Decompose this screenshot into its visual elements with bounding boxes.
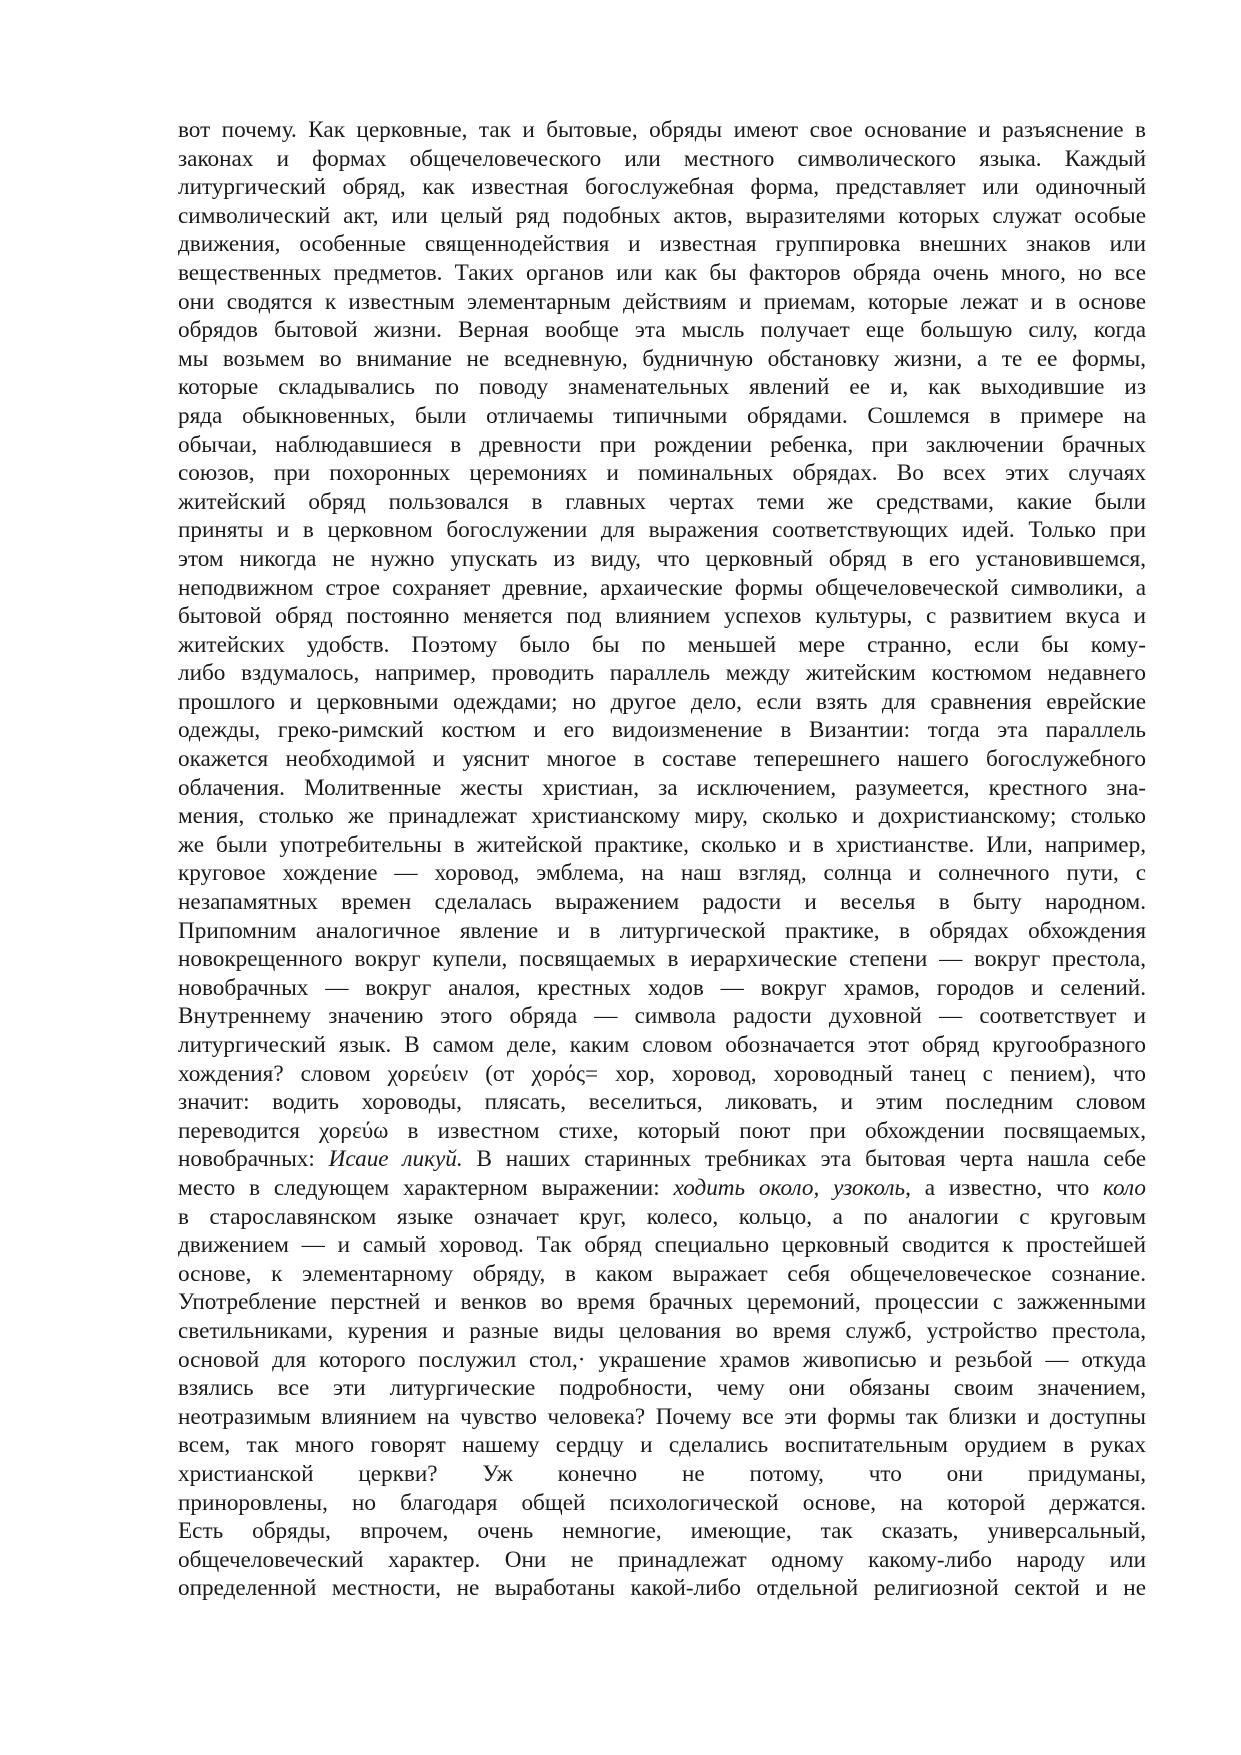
text-line: круговое хождение — хоровод, эмблема, на наш взгляд, солнца и солнечного пути, с (178, 860, 1146, 887)
text-line: новокрещенного вокруг купели, посвящаемых в иерархические степени — вокруг престола, (178, 946, 1146, 973)
text-line: в старославянском языке означает круг, колесо, кольцо, а по аналогии с круговым (178, 1203, 1146, 1230)
text-line: незапамятных времен сделалась выражением радости и веселья в быту народном. (178, 889, 1146, 916)
text-line: новобрачных — вокруг аналоя, крестных ходов — вокруг храмов, городов и селений. (178, 974, 1146, 1001)
text-line: переводится χορεύω в известном стихе, который поют при обхождении посвящаемых, (178, 1117, 1146, 1144)
text-line: Внутреннему значению этого обряда — символа радости духовной — соответствует и (178, 1003, 1146, 1030)
text-line: неотразимым влиянием на чувство человека? Почему все эти формы так близки и доступны (178, 1403, 1146, 1430)
text-run: место в следующем характерном выражении: (178, 1174, 674, 1201)
text-line: прошлого и церковными одеждами; но другое дело, если взять для сравнения еврейские (178, 688, 1146, 715)
text-block-bottom (178, 1203, 1146, 1603)
text-line: житейский обряд пользовался в главных чертах теми же средствами, какие были (178, 488, 1146, 515)
text-line: взялись все эти литургические подробности, чему они обязаны своим значением, (178, 1375, 1146, 1402)
text-line: символический акт, или целый ряд подобных актов, выразителями которых служат особые (178, 202, 1146, 229)
text-run: новобрачных: (178, 1146, 329, 1173)
text-line: вещественных предметов. Таких органов или как бы факторов обряда очень много, но все (178, 259, 1146, 286)
text-line: светильниками, курения и разные виды целования во время служб, устройство престола, (178, 1317, 1146, 1344)
text-line-with-italic (178, 1174, 1146, 1203)
text-line: значит: водить хороводы, плясать, веселиться, ликовать, и этим последним словом (178, 1089, 1146, 1116)
text-line: одежды, греко-римский костюм и его видоизменение в Византии: тогда эта параллель (178, 717, 1146, 744)
text-line: вот почему. Как церковные, так и бытовые, обряды имеют свое основание и разъяснение в (178, 117, 1146, 143)
text-line: приноровлены, но благодаря общей психологической основе, на которой держатся. (178, 1489, 1146, 1516)
text-line: либо вздумалось, например, проводить параллель между житейским костюмом недавнего (178, 660, 1146, 687)
text-line: движения, особенные священнодействия и известная группировка внешних знаков или (178, 231, 1146, 258)
italic-word: коло (1103, 1174, 1146, 1201)
text-line: же были употребительны в житейской практике, сколько и в христианстве. Или, например, (178, 831, 1146, 858)
text-line: христианской церкви? Уж конечно не потому, что они придуманы, (178, 1460, 1146, 1487)
text-line: основой для которого послужил стол,· украшение храмов живописью и резьбой — откуда (178, 1346, 1146, 1373)
text-line: хождения? словом χορεύειν (от χορός= хор, хоровод, хороводный танец с пением), что (178, 1060, 1146, 1087)
text-line: обычаи, наблюдавшиеся в древности при рождении ребенка, при заключении брачных (178, 431, 1146, 458)
text-line: законах и формах общечеловеческого или местного символического языка. Каждый (178, 145, 1146, 172)
text-line: неподвижном строе сохраняет древние, архаические формы общечеловеческой символики, а (178, 574, 1146, 601)
text-line: всем, так много говорят нашему сердцу и сделались воспитательным орудием в руках (178, 1432, 1146, 1459)
italic-quote: Исаие ликуй. (328, 1146, 463, 1173)
document-page (178, 116, 1146, 1603)
text-line: житейских удобств. Поэтому было бы по меньшей мере странно, если бы кому- (178, 631, 1146, 658)
text-line: которые складывались по поводу знаменательных явлений ее и, как выходившие из (178, 374, 1146, 401)
text-block-top (178, 116, 1146, 1145)
text-line: литургический язык. В самом деле, каким словом обозначается этот обряд кругообразного (178, 1032, 1146, 1058)
text-line: основе, к элементарному обряду, в каком выражает себя общечеловеческое сознание. (178, 1260, 1146, 1287)
text-line-with-italic (178, 1145, 1146, 1174)
text-line: этом никогда не нужно упускать из виду, что церковный обряд в его установившемся, (178, 545, 1146, 572)
text-line: окажется необходимой и уяснит многое в составе теперешнего нашего богослужебного (178, 746, 1146, 773)
text-line: мения, столько же принадлежат христианскому миру, сколько и дохристианскому; столько (178, 803, 1146, 830)
text-line: общечеловеческий характер. Они не принадлежат одному какому-либо народу или (178, 1546, 1146, 1573)
text-line: ряда обыкновенных, были отличаемы типичными обрядами. Сошлемся в примере на (178, 402, 1146, 429)
text-line: союзов, при похоронных церемониях и поминальных обрядах. Во всех этих случаях (178, 460, 1146, 487)
text-line: бытовой обряд постоянно меняется под влиянием успехов культуры, с развитием вкуса и (178, 603, 1146, 630)
text-line: Употребление перстней и венков во время брачных церемоний, процессии с зажженными (178, 1289, 1146, 1316)
text-line: облачения. Молитвенные жесты христиан, за исключением, разумеется, крестного зна- (178, 774, 1146, 801)
text-line: приняты и в церковном богослужении для выражения соответствующих идей. Только при (178, 517, 1146, 544)
text-line: литургический обряд, как известная богослужебная форма, представляет или одиночный (178, 174, 1146, 201)
text-line: они сводятся к известным элементарным действиям и приемам, которые лежат и в основе (178, 288, 1146, 315)
text-run: В наших старинных требниках эта бытовая черта нашла себе (462, 1146, 1146, 1173)
text-line: обрядов бытовой жизни. Верная вообще эта мысль получает еще большую силу, когда (178, 317, 1146, 344)
text-line: Припомним аналогичное явление и в литургической практике, в обрядах обхождения (178, 917, 1146, 944)
text-line: движением — и самый хоровод. Так обряд специально церковный сводится к простейшей (178, 1232, 1146, 1259)
text-line: мы возьмем во внимание не вседневную, будничную обстановку жизни, а те ее формы, (178, 345, 1146, 372)
text-run: а известно, что (910, 1174, 1104, 1201)
italic-quote: ходить около, узоколь, (673, 1174, 911, 1201)
text-line: определенной местности, не выработаны какой-либо отдельной религиозной сектой и не (178, 1575, 1146, 1602)
text-line: Есть обряды, впрочем, очень немногие, имеющие, так сказать, универсальный, (178, 1518, 1146, 1545)
